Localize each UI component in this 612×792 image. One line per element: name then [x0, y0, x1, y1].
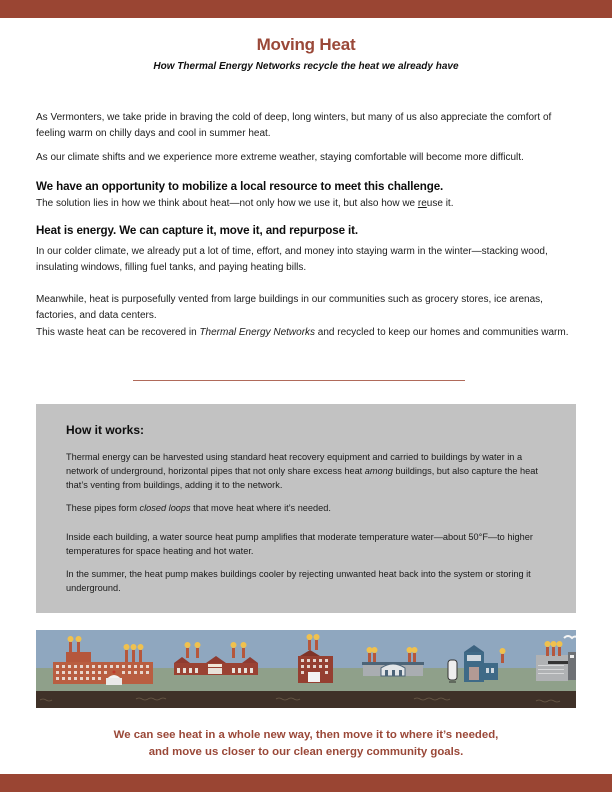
- energy-p3-end: and recycled to keep our homes and communities warm.: [315, 327, 569, 338]
- closing-statement: [0, 727, 612, 761]
- how-it-works-box: [36, 404, 576, 613]
- energy-p3-start: This waste heat can be recovered in: [36, 327, 200, 338]
- how-paragraph-1: [66, 450, 551, 492]
- how-p2-end: that move heat where it’s needed.: [190, 503, 331, 513]
- energy-heading: Heat is energy. We can capture it, move it, and repurpose it.: [36, 224, 359, 237]
- how-p1-start: Thermal energy can be harvested using standard heat recovery equipment and carried to buildings by water in a network of underground, horizontal pipes that not only share excess heat: [66, 452, 523, 476]
- opportunity-text-end: use it.: [426, 198, 454, 209]
- how-p2-start: These pipes form: [66, 503, 140, 513]
- opportunity-text-start: The solution lies in how we think about heat—not only how we use it, but also how we: [36, 198, 418, 209]
- how-p1-end: buildings, but also capture the heat that’s venting from buildings, adding it to the network.: [66, 466, 538, 490]
- how-paragraph-3: Inside each building, a water source heat pump amplifies that moderate temperature water—about 50°F—to higher temperatures for space heating and hot water.: [66, 532, 533, 556]
- page-subtitle: How Thermal Energy Networks recycle the heat we already have: [153, 61, 459, 72]
- how-it-works-title: How it works:: [66, 423, 145, 437]
- buildings-illustration: [36, 630, 576, 708]
- page-title: Moving Heat: [256, 35, 356, 54]
- opportunity-paragraph: [36, 196, 581, 212]
- how-p2-italic: closed loops: [139, 503, 191, 513]
- energy-paragraph-3: [36, 325, 581, 341]
- energy-paragraph-2: Meanwhile, heat is purposefully vented from large buildings in our communities such as grocery stores, ice arenas, factories, and data centers.: [36, 294, 543, 321]
- intro-paragraph-2: As our climate shifts and we experience more extreme weather, staying comfortable will become more difficult.: [36, 152, 524, 163]
- opportunity-underlined-re: re: [417, 198, 427, 209]
- top-accent-bar: [0, 0, 612, 18]
- energy-paragraph-1: In our colder climate, we already put a lot of time, effort, and money into staying warm in the winter—stacking wood, insulating windows, filling fuel tanks, and paying heating bills.: [36, 246, 548, 273]
- bottom-accent-bar: [0, 774, 612, 792]
- opportunity-heading: We have an opportunity to mobilize a local resource to meet this challenge.: [36, 180, 444, 193]
- intro-paragraph-1: As Vermonters, we take pride in braving the cold of deep, long winters, but many of us also appreciate the comfort of feeling warm on chilly days and cool in summer heat.: [36, 112, 552, 139]
- how-paragraph-4: In the summer, the heat pump makes buildings cooler by rejecting unwanted heat back into the system or storing it underground.: [66, 569, 531, 593]
- section-divider: [133, 380, 465, 381]
- how-paragraph-2: [66, 501, 551, 515]
- closing-line-1: We can see heat in a whole new way, then move it to where it’s needed,: [113, 729, 499, 741]
- closing-line-2: and move us closer to our clean energy community goals.: [148, 746, 464, 758]
- energy-p3-italic: Thermal Energy Networks: [199, 327, 316, 338]
- how-p1-italic: among: [364, 466, 393, 476]
